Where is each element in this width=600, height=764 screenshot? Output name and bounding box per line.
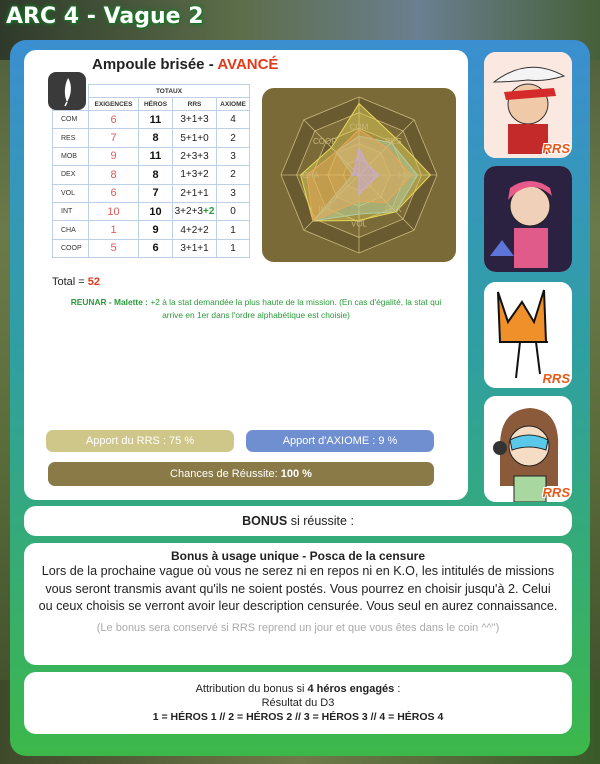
mission-status: AVANCÉ <box>217 56 279 73</box>
arc-title: ARC 4 - Vague 2 <box>6 4 204 29</box>
bonus-header-rest: si réussite : <box>290 514 354 528</box>
stat-exigence: 6 <box>89 111 139 129</box>
stat-row <box>53 147 250 165</box>
stat-exigence: 9 <box>89 147 139 165</box>
hero-1-tag: RRS <box>542 141 570 156</box>
stat-axiome: 1 <box>217 239 250 257</box>
stat-rrs <box>173 184 217 202</box>
radar-axis-label: CHA <box>302 171 320 180</box>
bonus-attribution <box>24 672 572 734</box>
stat-label: DEX <box>53 166 89 184</box>
success-chance <box>48 462 434 486</box>
stat-exigence: 8 <box>89 166 139 184</box>
stat-heros: 10 <box>139 202 173 220</box>
stat-rrs <box>173 147 217 165</box>
bonus-header <box>24 506 572 536</box>
hero-4-tag: RRS <box>542 485 570 500</box>
radar-axis-label: COM <box>349 122 369 132</box>
stat-exigence: 1 <box>89 221 139 239</box>
stat-exigence: 6 <box>89 184 139 202</box>
stat-label: COOP <box>53 239 89 257</box>
stat-row <box>53 111 250 129</box>
reunar-text: +2 à la stat demandée la plus haute de la mission. (En cas d'égalité, la stat qui arrive en 1er dans l'ordre alphabétique est choisie) <box>150 297 442 320</box>
rrs-value: 75 % <box>169 435 195 447</box>
radar-axis-label: RES <box>384 136 402 146</box>
attribution-line-2: Résultat du D3 <box>261 697 335 709</box>
col-exigences: EXIGENCES <box>89 98 139 111</box>
stat-exigence: 5 <box>89 239 139 257</box>
stat-rrs-bonus: +2 <box>202 206 215 218</box>
stat-rrs-base: 2+1+1 <box>180 187 209 199</box>
attribution-pre: Attribution du bonus si <box>195 683 305 695</box>
radar-axis-label: DEX <box>384 205 402 215</box>
stat-row <box>53 184 250 202</box>
col-rrs: RRS <box>173 98 217 111</box>
chance-value: 100 % <box>280 468 312 480</box>
hero-2-card[interactable] <box>484 166 572 272</box>
stat-row <box>53 129 250 147</box>
bonus-note: (Le bonus sera conservé si RRS reprend un jour et que vous êtes dans le coin ^^") <box>96 621 500 634</box>
total-line <box>52 276 100 288</box>
chance-label: Chances de Réussite: <box>170 468 278 480</box>
stat-rrs-base: 3+2+3 <box>174 206 203 218</box>
radar-axis-label: INT <box>318 205 332 215</box>
pink-haired-girl-portrait-icon <box>484 166 572 272</box>
axiome-value: 9 % <box>378 435 398 447</box>
radar-axis-label: COOP <box>313 136 337 146</box>
feather-quill-icon <box>48 72 86 110</box>
stat-axiome: 3 <box>217 147 250 165</box>
stat-rrs-base: 2+3+3 <box>180 150 209 162</box>
hero-3-tag: RRS <box>542 371 570 386</box>
stat-heros: 8 <box>139 166 173 184</box>
stat-heros: 8 <box>139 129 173 147</box>
col-heros: HÉROS <box>139 98 173 111</box>
stat-axiome: 4 <box>217 111 250 129</box>
total-value: 52 <box>87 276 101 288</box>
stat-rrs <box>173 202 217 220</box>
stat-rrs <box>173 129 217 147</box>
totaux-header: TOTAUX <box>89 85 250 98</box>
stat-exigence: 10 <box>89 202 139 220</box>
reunar-label: REUNAR - Malette : <box>70 297 148 307</box>
attribution-line-1 <box>24 682 572 696</box>
stat-heros: 11 <box>139 147 173 165</box>
attribution-line-3: 1 = HÉROS 1 // 2 = HÉROS 2 // 3 = HÉROS 3 // 4 = HÉROS 4 <box>152 711 444 723</box>
stat-axiome: 0 <box>217 202 250 220</box>
stat-axiome: 3 <box>217 184 250 202</box>
stat-heros: 11 <box>139 111 173 129</box>
stat-rrs-base: 4+2+2 <box>180 224 209 236</box>
radar-axis-label: VOL <box>350 219 368 229</box>
mission-title <box>92 56 278 73</box>
stat-label: INT <box>53 202 89 220</box>
stat-rrs <box>173 111 217 129</box>
rrs-contribution <box>46 430 234 452</box>
bonus-text: Lors de la prochaine vague où vous ne serez ni en repos ni en K.O, les intitulés de missions vous seront transmis avant qu'ils ne soient postés. Vous pourrez en choisir jusqu'à 2. Celui ou ceux choisis se verront avoir leur description censurée. Vous seul en aurez connaissance. <box>38 564 558 613</box>
stat-row <box>53 166 250 184</box>
bonus-title: Bonus à usage unique - Posca de la censure <box>170 549 426 563</box>
mission-name: Ampoule brisée <box>92 56 205 73</box>
axiome-contribution <box>246 430 434 452</box>
col-axiome: AXIOME <box>217 98 250 111</box>
stat-label: MOB <box>53 147 89 165</box>
stat-rrs-base: 3+1+1 <box>180 242 209 254</box>
bonus-header-strong: BONUS <box>242 514 288 528</box>
stat-rrs-base: 3+1+3 <box>180 114 209 126</box>
stat-rrs <box>173 239 217 257</box>
total-label: Total = <box>52 276 85 288</box>
stat-heros: 6 <box>139 239 173 257</box>
hero-4-card[interactable] <box>484 396 572 502</box>
stat-label: CHA <box>53 221 89 239</box>
rrs-label: Apport du RRS : <box>85 435 166 447</box>
stat-row <box>53 239 250 257</box>
bonus-description <box>24 543 572 665</box>
stat-heros: 7 <box>139 184 173 202</box>
radar-svg <box>262 88 456 262</box>
attribution-strong: 4 héros engagés <box>307 683 395 695</box>
reunar-note <box>60 296 452 322</box>
stat-rrs <box>173 221 217 239</box>
stat-rrs-base: 5+1+0 <box>180 132 209 144</box>
stat-axiome: 2 <box>217 166 250 184</box>
stat-rrs <box>173 166 217 184</box>
stat-axiome: 1 <box>217 221 250 239</box>
stat-exigence: 7 <box>89 129 139 147</box>
stat-rrs-base: 1+3+2 <box>180 169 209 181</box>
stats-table <box>52 84 250 258</box>
stat-axiome: 2 <box>217 129 250 147</box>
radar-chart <box>262 88 456 262</box>
stat-label: RES <box>53 129 89 147</box>
axiome-label: Apport d'AXIOME : <box>282 435 376 447</box>
radar-axis-label: MOB <box>398 171 417 180</box>
stat-heros: 9 <box>139 221 173 239</box>
hero-1-card[interactable] <box>484 52 572 158</box>
attribution-post: : <box>397 683 401 695</box>
stat-row <box>53 221 250 239</box>
stat-label: COM <box>53 111 89 129</box>
stat-label: VOL <box>53 184 89 202</box>
hero-3-card[interactable] <box>484 282 572 388</box>
stat-row <box>53 202 250 220</box>
mission-separator: - <box>208 56 214 73</box>
